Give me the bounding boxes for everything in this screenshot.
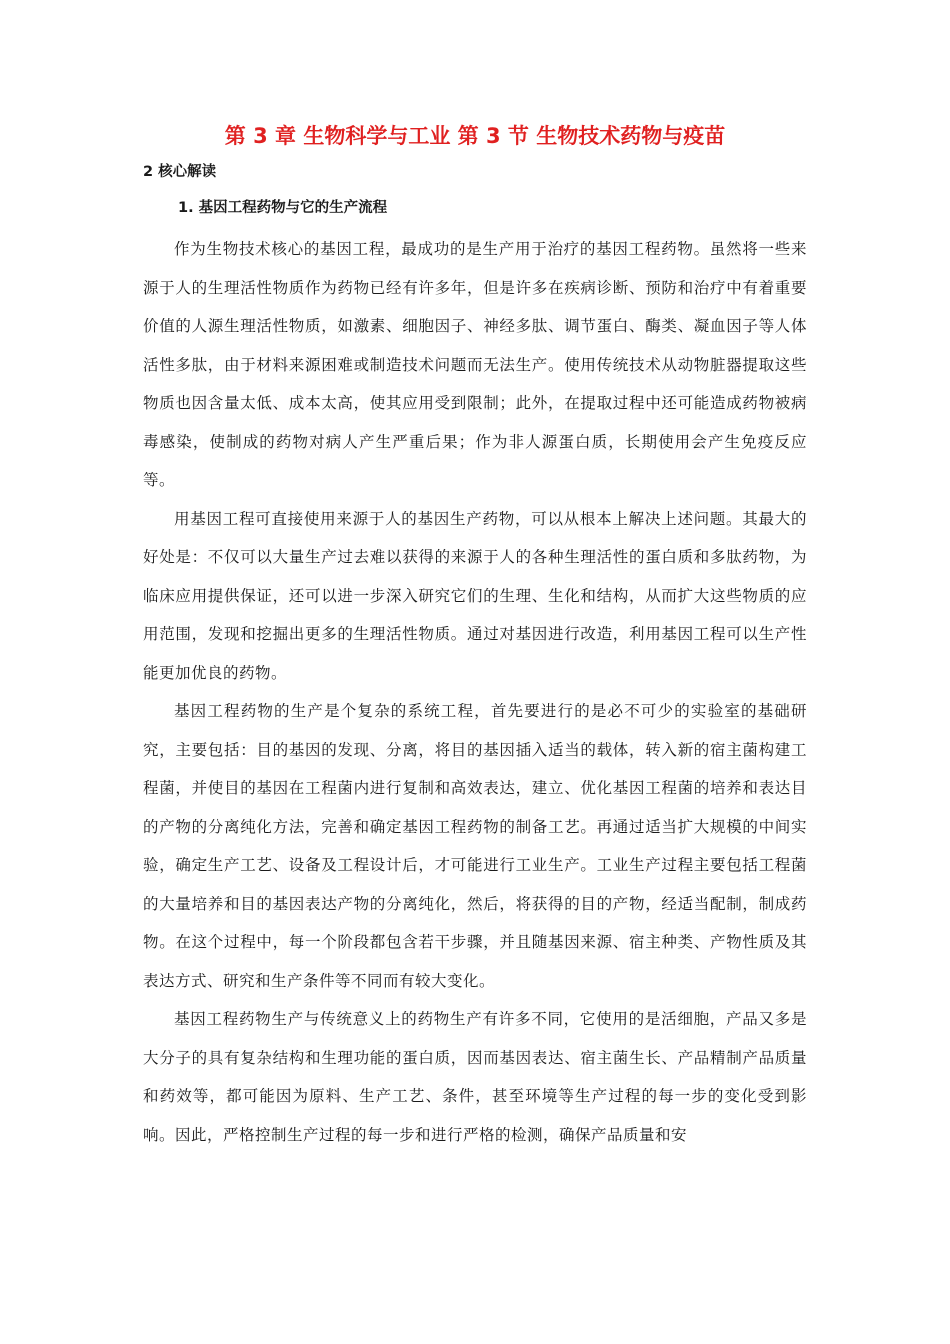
section-heading: 2 核心解读 xyxy=(143,164,217,180)
paragraph-3: 基因工程药物的生产是个复杂的系统工程，首先要进行的是必不可少的实验室的基础研究，主要包括：目的基因的发现、分离，将目的基因插入适当的载体，转入新的宿主菌构建工程菌，并使目的基因在工程菌内进行复制和高效表达，建立、优化基因工程菌的培养和表达目的产物的分离纯化方法，完善和确定基因工程药物的制备工艺。再通过适当扩大规模的中间实验，确定生产工艺、设备及工程设计后，才可能进行工业生产。工业生产过程主要包括工程菌的大量培养和目的基因表达产物的分离纯化，然后，将获得的目的产物，经适当配制，制成药物。在这个过程中，每一个阶段都包含若干步骤，并且随基因来源、宿主种类、产物性质及其表达方式、研究和生产条件等不同而有较大变化。 xyxy=(143,702,807,990)
paragraph-2: 用基因工程可直接使用来源于人的基因生产药物，可以从根本上解决上述问题。其最大的好处是：不仅可以大量生产过去难以获得的来源于人的各种生理活性的蛋白质和多肽药物，为临床应用提供保证，还可以进一步深入研究它们的生理、生化和结构，从而扩大这些物质的应用范围，发现和挖掘出更多的生理活性物质。通过对基因进行改造，利用基因工程可以生产性能更加优良的药物。 xyxy=(143,509,807,682)
paragraph-1: 作为生物技术核心的基因工程，最成功的是生产用于治疗的基因工程药物。虽然将一些来源于人的生理活性物质作为药物已经有许多年，但是许多在疾病诊断、预防和治疗中有着重要价值的人源生理活性物质，如激素、细胞因子、神经多肽、调节蛋白、酶类、凝血因子等人体活性多肽，由于材料来源困难或制造技术问题而无法生产。使用传统技术从动物脏器提取这些物质也因含量太低、成本太高，使其应用受到限制；此外，在提取过程中还可能造成药物被病毒感染，使制成的药物对病人产生严重后果；作为非人源蛋白质，长期使用会产生免疫反应等。 xyxy=(143,240,807,489)
paragraph-4: 基因工程药物生产与传统意义上的药物生产有许多不同，它使用的是活细胞，产品又多是大分子的具有复杂结构和生理功能的蛋白质，因而基因表达、宿主菌生长、产品精制产品质量和药效等，都可能因为原料、生产工艺、条件，甚至环境等生产过程的每一步的变化受到影响。因此，严格控制生产过程的每一步和进行严格的检测，确保产品质量和安 xyxy=(143,1010,807,1144)
sub-heading: 1. 基因工程药物与它的生产流程 xyxy=(178,200,388,216)
body-text xyxy=(143,230,807,1154)
document-title: 第 3 章 生物科学与工业 第 3 节 生物技术药物与疫苗 xyxy=(224,124,726,148)
